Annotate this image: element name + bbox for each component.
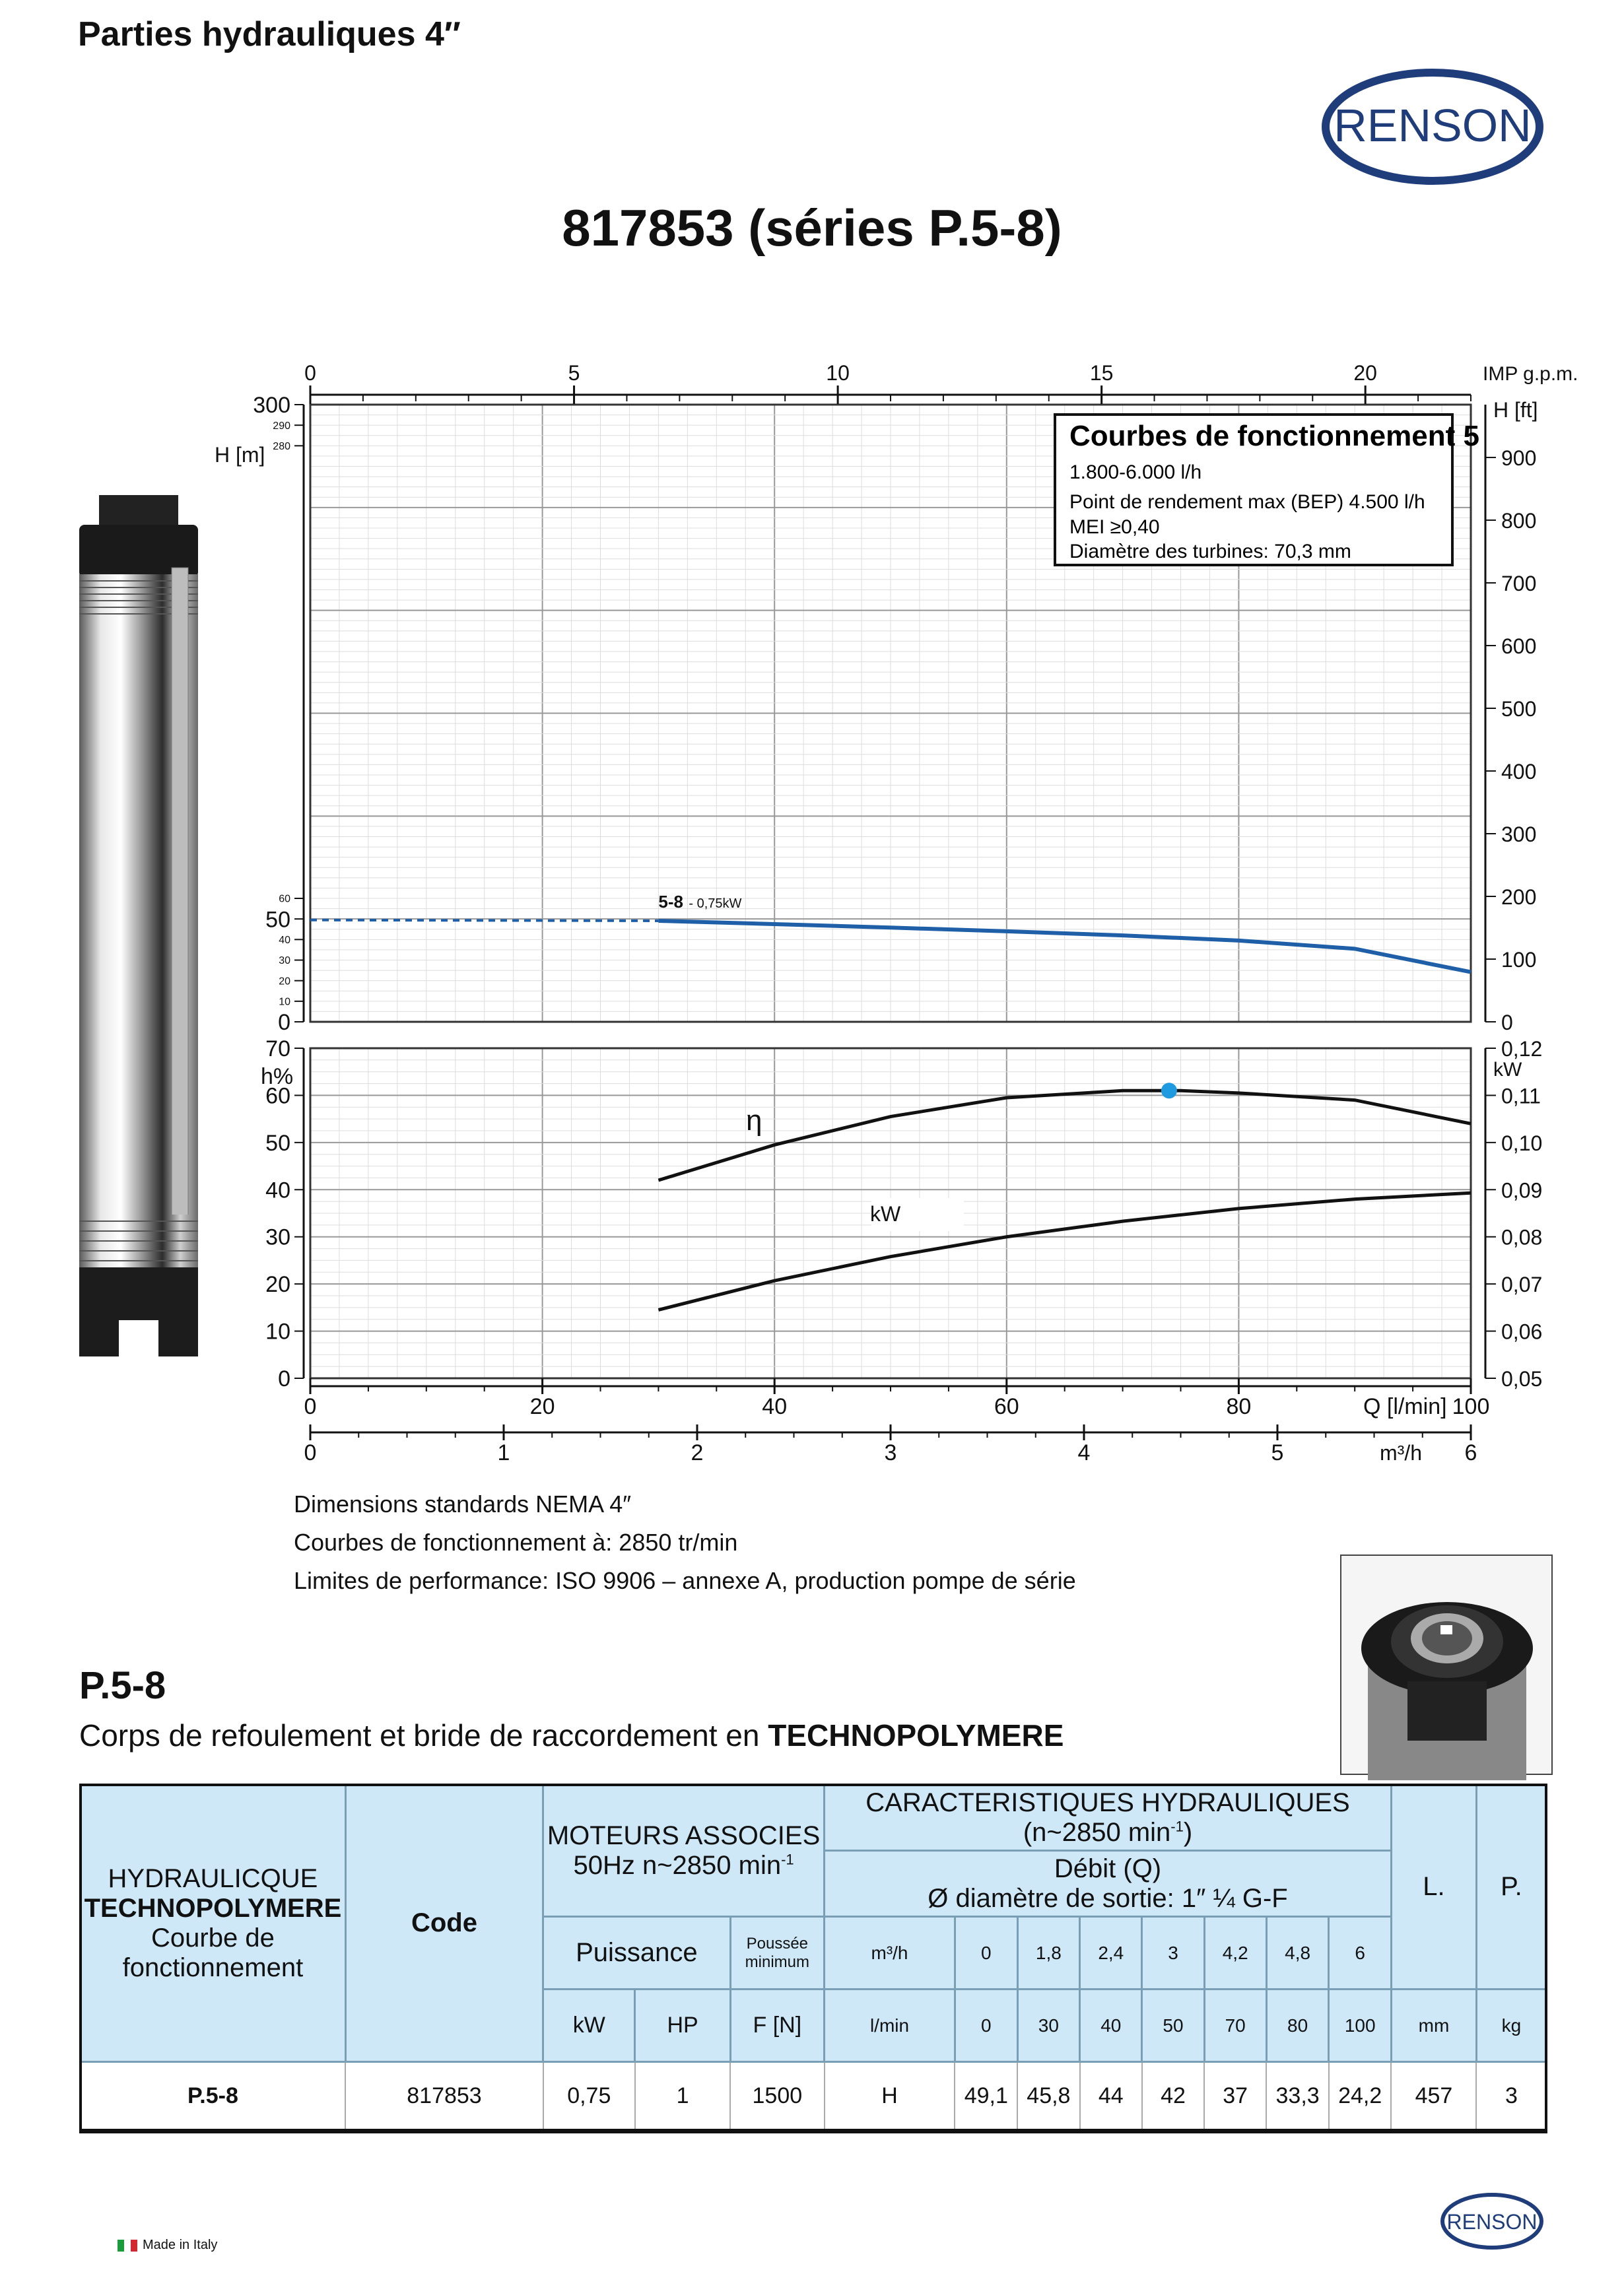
col-carac-header xyxy=(825,1785,1392,1851)
eff-right-axis-label: kW xyxy=(1493,1059,1522,1081)
poussee-line2: minimum xyxy=(745,1953,809,1971)
info-line-3: MEI ≥0,40 xyxy=(1069,516,1160,538)
top-tick-label: 5 xyxy=(568,361,580,385)
row-fn: 1500 xyxy=(730,2062,824,2130)
lmin-tick-label: 40 xyxy=(762,1394,788,1419)
note-line-1: Dimensions standards NEMA 4″ xyxy=(294,1490,631,1518)
m3h-tick-label: 2 xyxy=(691,1440,704,1465)
motors-sup: -1 xyxy=(781,1851,794,1868)
pump-head-photo xyxy=(1340,1555,1553,1775)
right-axis-label: H [ft] xyxy=(1493,398,1538,422)
left-tick-label: 10 xyxy=(279,996,290,1008)
right-tick-label: 500 xyxy=(1501,697,1537,721)
col-P-header: P. xyxy=(1476,1785,1546,1990)
flow-lmin-4: 70 xyxy=(1204,1990,1266,2062)
right-tick-label: 0 xyxy=(1501,1011,1513,1034)
eff-left-axis-label: h% xyxy=(261,1064,294,1089)
m3h-tick-label: 0 xyxy=(304,1440,317,1465)
lmin-tick-label: 80 xyxy=(1226,1394,1252,1419)
m3h-tick-label: 3 xyxy=(884,1440,897,1465)
m3h-axis-label: m³/h xyxy=(1380,1441,1422,1465)
product-subtitle-material: TECHNOPOLYMERE xyxy=(768,1718,1064,1753)
row-head-1: 45,8 xyxy=(1017,2062,1080,2130)
note-line-3: Limites de performance: ISO 9906 – annexe A, production pompe de série xyxy=(294,1567,1076,1594)
table-row xyxy=(81,2062,1547,2130)
info-line-2: Point de rendement max (BEP) 4.500 l/h xyxy=(1069,491,1425,513)
made-in-text: Made in Italy xyxy=(143,2238,218,2252)
col1-line3: Courbe de xyxy=(151,1923,275,1953)
m3h-tick-label: 5 xyxy=(1271,1440,1284,1465)
motors-line1: MOTEURS ASSOCIES xyxy=(547,1821,821,1850)
series-label-suffix: - 0,75kW xyxy=(689,896,742,911)
eff-left-tick-label: 70 xyxy=(265,1036,290,1061)
left-tick-label: 280 xyxy=(273,441,290,453)
top-tick-label: 0 xyxy=(304,361,316,385)
left-tick-label: 0 xyxy=(278,1010,290,1036)
flow-lmin-3: 50 xyxy=(1142,1990,1204,2062)
row-kw: 0,75 xyxy=(543,2062,635,2130)
col-hydraulique-header xyxy=(81,1785,346,2062)
lmin-tick-label: 60 xyxy=(994,1394,1019,1419)
unit-lmin: l/min xyxy=(825,1990,955,2062)
flow-lmin-6: 100 xyxy=(1329,1990,1392,2062)
row-model: P.5-8 xyxy=(81,2062,346,2130)
flow-m3h-2: 2,4 xyxy=(1080,1917,1142,1990)
unit-mm: mm xyxy=(1391,1990,1476,2062)
chart-notes xyxy=(294,1485,1076,1600)
row-length: 457 xyxy=(1391,2062,1476,2130)
row-head-2: 44 xyxy=(1080,2062,1142,2130)
carac-line1: CARACTERISTIQUES HYDRAULIQUES xyxy=(865,1788,1350,1817)
left-tick-label: 290 xyxy=(273,420,290,432)
row-h: H xyxy=(825,2062,955,2130)
product-title: P.5-8 xyxy=(79,1664,166,1707)
right-tick-label: 100 xyxy=(1501,948,1537,972)
carac-close: ) xyxy=(1183,1817,1193,1847)
debit-line1: Débit (Q) xyxy=(1054,1854,1162,1883)
col-debit-header xyxy=(825,1851,1392,1917)
eff-left-tick-label: 10 xyxy=(265,1319,290,1345)
col-L-header: L. xyxy=(1391,1785,1476,1990)
eff-right-tick-label: 0,12 xyxy=(1501,1037,1543,1061)
m3h-tick-label: 4 xyxy=(1077,1440,1091,1465)
bep-point xyxy=(1161,1083,1177,1098)
left-tick-label: 30 xyxy=(279,955,290,967)
eff-left-tick-label: 0 xyxy=(278,1366,290,1391)
left-tick-label: 300 xyxy=(253,393,290,418)
col-poussee-header xyxy=(730,1917,824,1990)
right-tick-label: 700 xyxy=(1501,572,1537,596)
spec-table xyxy=(79,1784,1547,2131)
eff-right-tick-label: 0,05 xyxy=(1501,1367,1543,1391)
eff-right-tick-label: 0,08 xyxy=(1501,1225,1543,1250)
info-line-4: Diamètre des turbines: 70,3 mm xyxy=(1069,541,1351,562)
carac-line2: (n~2850 min xyxy=(1023,1817,1171,1847)
row-head-6: 24,2 xyxy=(1329,2062,1392,2130)
top-tick-label: 15 xyxy=(1089,361,1114,385)
page-header-title: Parties hydrauliques 4″ xyxy=(78,15,461,53)
info-box-title: Courbes de fonctionnement 5 xyxy=(1069,420,1479,452)
eff-left-tick-label: 40 xyxy=(265,1178,290,1203)
row-head-0: 49,1 xyxy=(955,2062,1017,2130)
debit-line2: Ø diamètre de sortie: 1″ ¼ G-F xyxy=(928,1883,1288,1913)
product-subtitle xyxy=(79,1718,1064,1753)
eff-right-tick-label: 0,10 xyxy=(1501,1131,1543,1155)
eff-right-tick-label: 0,06 xyxy=(1501,1320,1543,1344)
right-tick-label: 300 xyxy=(1501,822,1537,847)
unit-kw: kW xyxy=(543,1990,635,2062)
col1-line4: fonctionnement xyxy=(122,1953,304,1982)
col1-line1: HYDRAULICQUE xyxy=(108,1863,318,1893)
left-tick-label: 50 xyxy=(265,907,290,933)
eta-label: η xyxy=(746,1104,762,1137)
flow-m3h-5: 4,8 xyxy=(1266,1917,1329,1990)
top-axis-label: IMP g.p.m. xyxy=(1483,363,1578,385)
flow-lmin-0: 0 xyxy=(955,1990,1017,2062)
flow-m3h-1: 1,8 xyxy=(1017,1917,1080,1990)
lmin-axis-label: Q [l/min] xyxy=(1363,1394,1447,1419)
left-axis-label: H [m] xyxy=(215,443,265,467)
unit-kg: kg xyxy=(1476,1990,1546,2062)
eff-left-tick-label: 60 xyxy=(265,1083,290,1109)
made-in-italy xyxy=(118,2238,217,2253)
carac-sup: -1 xyxy=(1170,1818,1184,1835)
lmin-tick-label: 100 xyxy=(1452,1394,1490,1419)
top-tick-label: 10 xyxy=(826,361,850,385)
eff-right-tick-label: 0,07 xyxy=(1501,1273,1543,1297)
right-tick-label: 400 xyxy=(1501,760,1537,784)
col-puissance-header: Puissance xyxy=(543,1917,731,1990)
renson-logo-footer xyxy=(1439,2191,1545,2251)
col1-line2: TECHNOPOLYMERE xyxy=(84,1893,342,1923)
flow-m3h-0: 0 xyxy=(955,1917,1017,1990)
left-tick-label: 40 xyxy=(279,935,290,947)
product-subtitle-prefix: Corps de refoulement et bride de raccordement en xyxy=(79,1718,768,1753)
row-code: 817853 xyxy=(345,2062,543,2130)
eff-right-tick-label: 0,09 xyxy=(1501,1178,1543,1203)
eff-left-tick-label: 20 xyxy=(265,1272,290,1298)
flow-m3h-4: 4,2 xyxy=(1204,1917,1266,1990)
flow-m3h-6: 6 xyxy=(1329,1917,1392,1990)
lmin-tick-label: 20 xyxy=(529,1394,555,1419)
right-tick-label: 900 xyxy=(1501,446,1537,471)
flow-m3h-3: 3 xyxy=(1142,1917,1204,1990)
chart-info-box xyxy=(1055,415,1479,565)
flow-lmin-1: 30 xyxy=(1017,1990,1080,2062)
series-label: 5-8 xyxy=(658,891,683,912)
logo-text: RENSON xyxy=(1334,100,1532,151)
row-hp: 1 xyxy=(635,2062,730,2130)
m3h-tick-label: 6 xyxy=(1464,1440,1477,1465)
eff-left-tick-label: 50 xyxy=(265,1130,290,1156)
note-line-2: Courbes de fonctionnement à: 2850 tr/min xyxy=(294,1529,738,1556)
italy-flag-icon xyxy=(118,2240,137,2252)
left-tick-label: 20 xyxy=(279,976,290,987)
motors-line2: 50Hz n~2850 min xyxy=(573,1850,782,1880)
row-head-4: 37 xyxy=(1204,2062,1266,2130)
lmin-tick-label: 0 xyxy=(304,1394,317,1419)
row-head-3: 42 xyxy=(1142,2062,1204,2130)
right-tick-label: 600 xyxy=(1501,634,1537,659)
poussee-line1: Poussée xyxy=(746,1934,809,1953)
row-weight: 3 xyxy=(1476,2062,1546,2130)
col-motors-header xyxy=(543,1785,825,1917)
unit-m3h: m³/h xyxy=(825,1917,955,1990)
unit-fn: F [N] xyxy=(730,1990,824,2062)
info-line-1: 1.800-6.000 l/h xyxy=(1069,461,1202,483)
right-tick-label: 800 xyxy=(1501,509,1537,533)
flow-lmin-5: 80 xyxy=(1266,1990,1329,2062)
flow-lmin-2: 40 xyxy=(1080,1990,1142,2062)
eff-right-tick-label: 0,11 xyxy=(1501,1084,1541,1108)
row-head-5: 33,3 xyxy=(1266,2062,1329,2130)
logo-footer-text: RENSON xyxy=(1446,2210,1538,2234)
top-tick-label: 20 xyxy=(1353,361,1377,385)
unit-hp: HP xyxy=(635,1990,730,2062)
left-tick-label: 60 xyxy=(279,893,290,905)
m3h-tick-label: 1 xyxy=(497,1440,510,1465)
right-tick-label: 200 xyxy=(1501,885,1537,910)
page-main-title: 817853 (séries P.5-8) xyxy=(562,199,1062,257)
col-code-header: Code xyxy=(345,1785,543,2062)
eff-left-tick-label: 30 xyxy=(265,1224,290,1250)
kw-label: kW xyxy=(870,1202,901,1226)
